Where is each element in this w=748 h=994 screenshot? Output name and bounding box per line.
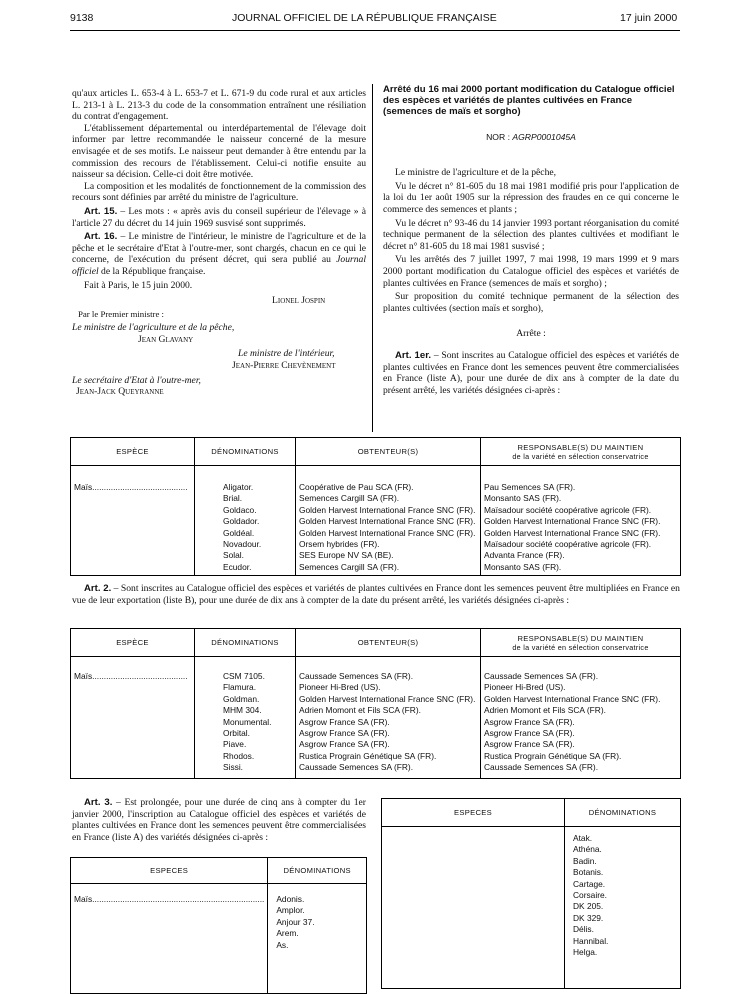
responsable-name: Monsanto SAS (FR). [484, 561, 562, 572]
obtenteur-name: Golden Harvest International France SNC (FR). [299, 504, 476, 515]
article-label: Art. 16. [84, 231, 118, 243]
article-label: Art. 1er. [395, 349, 432, 361]
responsable-name: Advanta France (FR). [484, 550, 565, 561]
paragraph: Le ministre de l'agriculture et de la pêche, [395, 167, 557, 179]
secretaire-title: Le secrétaire d'Etat à l'outre-mer, [72, 374, 201, 386]
article-label: Art. 2. [84, 583, 112, 594]
obtenteur-name: Rustica Prograin Génétique SA (FR). [299, 750, 437, 761]
variety-name: Amplor. [276, 905, 305, 916]
obtenteur-name: Asgrow France SA (FR). [299, 739, 390, 750]
paragraph: Vu le décret n° 81-605 du 18 mai 1981 modifié pris pour l'application de la loi du 1er août 1905 sur la répression des fraudes en ce qui concerne le commerce des semences et plants ; [383, 180, 679, 215]
ministre-agri-title: Le ministre de l'agriculture et de la pêche, [72, 322, 235, 334]
paragraph: qu'aux articles L. 653-4 à L. 653-7 et L. 671-9 du code rural et aux articles L. 213-1 à L. 213-3 du code de la consommation entraînent une résiliation du contrat d'engagement. [72, 88, 366, 123]
header-responsable-line1: RESPONSABLE(S) DU MAINTIEN [517, 442, 644, 452]
paragraph: Sur proposition du comité technique permanent de la sélection des plantes cultivées (section maïs et sorgho), [383, 291, 679, 314]
signature-date: Fait à Paris, le 15 juin 2000. [84, 279, 193, 291]
article-1 [383, 350, 679, 396]
arrete: Arrête : [516, 328, 546, 340]
responsable-name: Maïsadour société coopérative agricole (FR). [484, 539, 652, 550]
obtenteur-name: Coopérative de Pau SCA (FR). [299, 482, 414, 492]
journal-title: JOURNAL OFFICIEL DE LA RÉPUBLIQUE FRANÇAISE [232, 12, 497, 24]
responsable-name: Caussade Semences SA (FR). [484, 671, 599, 681]
responsable-name: Golden Harvest International France SNC (FR). [484, 516, 661, 527]
variety-name: Atak. [573, 833, 593, 843]
obtenteur-name: Golden Harvest International France SNC (FR). [299, 527, 476, 538]
responsable-name: Rustica Prograin Génétique SA (FR). [484, 750, 622, 761]
obtenteur-name: Asgrow France SA (FR). [299, 728, 390, 739]
header-espece: ESPÈCE [71, 629, 195, 657]
header-rule [70, 30, 680, 31]
variety-name: Anjour 37. [276, 916, 315, 927]
page-date: 17 juin 2000 [620, 12, 678, 24]
responsable-name: Asgrow France SA (FR). [484, 716, 575, 727]
responsables-cell [481, 466, 681, 576]
responsable-name: Maïsadour société coopérative agricole (FR). [484, 504, 652, 515]
variety-name: Rhodos. [223, 750, 255, 761]
article-text: – Est prolongée, pour une durée de cinq ans à compter du 1er janvier 2000, l'inscription au Catalogue officiel des espèces et variétés de plantes cultivées en France dont les semences peuvent être commercialisées en France (liste A) des variétés désignées ci-après : [72, 797, 366, 843]
variety-name: DK 205. [573, 901, 604, 912]
responsable-name: Asgrow France SA (FR). [484, 728, 575, 739]
responsable-name: Asgrow France SA (FR). [484, 739, 575, 750]
left-column [72, 88, 366, 398]
article-text: – Sont inscrites au Catalogue officiel des espèces et variétés de plantes cultivées en France dont les semences peuvent être commercialisées en France (liste A), pour une durée de dix ans à compter de la date du présent arrêté, les variétés désignées ci-après : [383, 349, 679, 396]
page-number: 9138 [70, 12, 94, 24]
header-denominations: DÉNOMINATIONS [195, 629, 296, 657]
ministre-agri-name: Jean Glavany [138, 333, 194, 345]
denominations-cell [565, 827, 681, 989]
variety-name: Cartage. [573, 878, 606, 889]
espece-cell [71, 657, 195, 779]
ministre-int-title: Le ministre de l'intérieur, [238, 348, 335, 360]
header-responsable-line1: RESPONSABLE(S) DU MAINTIEN [517, 633, 644, 643]
responsable-name: Adrien Momont et Fils SCA (FR). [484, 705, 606, 716]
varieties-table-list-a [70, 437, 681, 576]
espece-cell [71, 884, 268, 994]
variety-name: Délis. [573, 924, 594, 935]
variety-name: Monumental. [223, 716, 272, 727]
article-16 [72, 231, 366, 277]
obtenteur-name: Semences Cargill SA (FR). [299, 493, 400, 504]
denominations-cell [195, 657, 296, 779]
paragraph: L'établissement départemental ou interdépartemental de l'élevage doit informer par lettre recommandée le naisseur concerné de la mesure envisagée et de ses motifs. Le naisseur peut demander à être entendu par la commission des recours de l'établissement. Celui-ci notifie ensuite au naisseur sa décision. Celle-ci doit être motivée. [72, 122, 366, 181]
header-responsable-line2: de la variété en sélection conservatrice [512, 451, 649, 461]
responsable-name: Monsanto SAS (FR). [484, 493, 562, 504]
decree-title: Arrêté du 16 mai 2000 portant modification du Catalogue officiel des espèces et variétés de plantes cultivées en France (semences de maïs et sorgho) [383, 84, 675, 118]
variety-name: Piave. [223, 739, 247, 750]
responsable-name: Pioneer Hi-Bred (US). [484, 682, 566, 693]
denominations-cell [195, 466, 296, 576]
variety-name: Adonis. [276, 894, 305, 904]
article-3 [72, 797, 366, 843]
variety-name: Flamura. [223, 682, 257, 693]
article-text: – Le ministre de l'intérieur, le ministre de l'agriculture et de la pêche et le secrétaire d'Etat à l'outre-mer, sont chargés, chacun en ce qui le concerne, de l'exécution du présent décret, qui sera publié au [72, 231, 366, 266]
header-denominations: DÉNOMINATIONS [268, 858, 367, 884]
obtenteur-name: Semences Cargill SA (FR). [299, 561, 400, 572]
paragraph: Vu les arrêtés des 7 juillet 1997, 7 mai 1998, 19 mars 1999 et 9 mars 2000 portant modification du Catalogue officiel des espèces et variétés de plantes cultivées en France (semences de maïs et sorgho) ; [383, 254, 679, 289]
header-denominations: DÉNOMINATIONS [195, 438, 296, 466]
header-denominations: DÉNOMINATIONS [565, 799, 681, 827]
obtenteurs-cell [296, 657, 481, 779]
variety-name: Ecudor. [223, 561, 252, 572]
responsable-name: Golden Harvest International France SNC (FR). [484, 693, 661, 704]
espece-name: Maïs.......................................................................... [74, 894, 265, 904]
espece-name: Maïs......................................... [74, 671, 188, 681]
variety-name: MHM 304. [223, 705, 262, 716]
variety-name: Goldaco. [223, 504, 257, 515]
obtenteur-name: Pioneer Hi-Bred (US). [299, 682, 381, 693]
espece-label: Maïs [74, 482, 93, 492]
header-especes: ESPECES [382, 799, 565, 827]
variety-name: Athéna. [573, 844, 602, 855]
variety-name: As. [276, 939, 289, 950]
ministre-int-name: Jean-Pierre Chevènement [232, 360, 336, 372]
obtenteur-name: Orsem hybrides (FR). [299, 539, 380, 550]
varieties-table-list-b [70, 628, 681, 779]
variety-name: Solal. [223, 550, 244, 561]
obtenteur-name: Golden Harvest International France SNC (FR). [299, 516, 476, 527]
column-divider [372, 84, 373, 432]
signer-pm: Lionel Jospin [272, 295, 326, 307]
par-pm: Par le Premier ministre : [78, 308, 164, 319]
variety-name: Goldéal. [223, 527, 255, 538]
variety-name: DK 329. [573, 912, 604, 923]
espece-label: Maïs [74, 894, 93, 904]
article-label: Art. 15. [84, 205, 118, 217]
header-responsable-line2: de la variété en sélection conservatrice [512, 642, 649, 652]
denominations-cell [268, 884, 367, 994]
article-15 [72, 206, 366, 229]
variety-name: Goldman. [223, 693, 260, 704]
espece-cell [382, 827, 565, 989]
journal-name: Journal officiel [72, 254, 366, 277]
obtenteur-name: Asgrow France SA (FR). [299, 716, 390, 727]
article-text: – Les mots : « après avis du conseil supérieur de l'élevage » à l'article 27 du décret du 14 juin 1969 susvisé sont supprimés. [72, 205, 366, 229]
obtenteur-name: Caussade Semences SA (FR). [299, 762, 414, 773]
variety-name: Corsaire. [573, 890, 607, 901]
varieties-table-prolonged [70, 857, 367, 994]
responsable-name: Caussade Semences SA (FR). [484, 762, 599, 773]
header-responsable [481, 438, 681, 466]
variety-name: Goldador. [223, 516, 260, 527]
secretaire-name: Jean-Jack Queyranne [76, 386, 164, 398]
paragraph: La composition et les modalités de fonctionnement de la commission des recours sont définies par arrêté du ministre de l'agriculture. [72, 180, 366, 204]
variety-name: Orbital. [223, 728, 250, 739]
article-label: Art. 3. [84, 797, 113, 808]
nor-reference [383, 132, 679, 144]
responsable-name: Pau Semences SA (FR). [484, 482, 576, 492]
responsable-name: Golden Harvest International France SNC (FR). [484, 527, 661, 538]
header-obtenteurs: OBTENTEUR(S) [296, 438, 481, 466]
variety-name: Brial. [223, 493, 243, 504]
obtenteur-name: Adrien Momont et Fils SCA (FR). [299, 705, 421, 716]
variety-name: Helga. [573, 947, 598, 958]
variety-name: CSM 7105. [223, 671, 265, 681]
paragraph: Vu le décret n° 93-46 du 14 janvier 1993 portant réorganisation du comité technique permanent de la sélection des plantes cultivées et modifiant le décret n° 81-605 du 18 mai 1981 susvisé ; [383, 217, 679, 252]
espece-name: Maïs......................................... [74, 482, 188, 492]
nor-code: AGRP0001045A [512, 131, 576, 142]
obtenteurs-cell [296, 466, 481, 576]
right-column [383, 84, 679, 396]
header-obtenteurs: OBTENTEUR(S) [296, 629, 481, 657]
article-text: – Sont inscrites au Catalogue officiel des espèces et variétés de plantes cultivées en France dont les semences peuvent être multipliées en France en vue de leur exportation (liste B), pour une durée de dix ans à compter de la date du présent arrêté, les variétés désignées ci-après : [72, 583, 680, 606]
variety-name: Novadour. [223, 539, 262, 550]
header-responsable [481, 629, 681, 657]
espece-cell [71, 466, 195, 576]
article-2 [72, 583, 680, 606]
variety-name: Arem. [276, 928, 299, 939]
obtenteur-name: Caussade Semences SA (FR). [299, 671, 414, 681]
responsables-cell [481, 657, 681, 779]
article-text: de la République française. [98, 265, 206, 277]
variety-name: Sissi. [223, 762, 244, 773]
header-especes: ESPECES [71, 858, 268, 884]
obtenteur-name: SES Europe NV SA (BE). [299, 550, 394, 561]
variety-name: Badin. [573, 855, 597, 866]
espece-label: Maïs [74, 671, 93, 681]
variety-name: Aligator. [223, 482, 254, 492]
variety-name: Hannibal. [573, 935, 609, 946]
header-espece: ESPÈCE [71, 438, 195, 466]
varieties-table-continued [381, 798, 681, 989]
variety-name: Botanis. [573, 867, 604, 878]
obtenteur-name: Golden Harvest International France SNC (FR). [299, 693, 476, 704]
nor-label: NOR : [486, 131, 510, 142]
